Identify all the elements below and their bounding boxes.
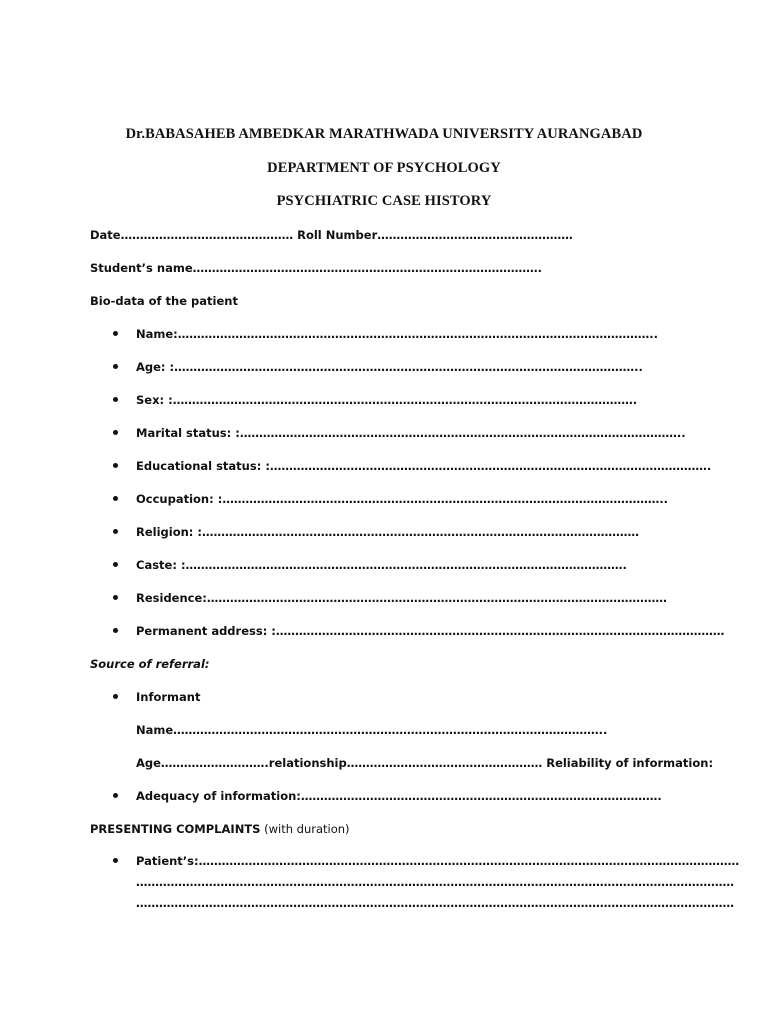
bullet-icon [113,793,118,798]
informant-age-relationship-field[interactable]: Age……………………….relationship…………………………………………… Reliability of information: [136,756,714,770]
complaints-heading-suffix: (with duration) [260,822,350,836]
complaints-heading-bold: PRESENTING COMPLAINTS [90,822,261,836]
informant-name-field[interactable]: Name………………………………………………………………………………………………….. [136,723,608,737]
bullet-icon [113,397,118,402]
educational-status-field[interactable]: Educational status: :……………………………………………………………………………………………………. [136,459,712,473]
name-field[interactable]: Name:…………………………………………………………………………………………………………….. [136,327,659,341]
bullet-icon [113,364,118,369]
university-heading: Dr.BABASAHEB AMBEDKAR MARATHWADA UNIVERSITY AURANGABAD [125,126,643,142]
date-roll-field[interactable]: Date……………………………………… Roll Number…………………………………………… [90,228,573,242]
form-title: PSYCHIATRIC CASE HISTORY [276,193,492,209]
age-field[interactable]: Age: :………………………………………………………………………………………………………….. [136,360,643,374]
sex-field[interactable]: Sex: :…………………………………………………………………………………………………………. [136,393,638,407]
student-name-field[interactable]: Student’s name………………………………………………………………………………. [90,261,542,275]
permanent-address-field[interactable]: Permanent address: :……………………………………………………………………………………………………… [136,624,725,638]
bullet-icon [113,496,118,501]
informant-label: Informant [136,690,201,704]
marital-status-field[interactable]: Marital status: :…………………………………………………………………………………………………….. [136,426,686,440]
bullet-icon [113,694,118,699]
bullet-icon [113,529,118,534]
residence-field[interactable]: Residence:………………………………………………………………………………………………………… [136,591,667,605]
department-heading: DEPARTMENT OF PSYCHOLOGY [267,160,501,176]
caste-field[interactable]: Caste: :……………………………………………………………………………………………………. [136,558,627,572]
bullet-icon [113,430,118,435]
complaints-heading [90,822,350,836]
bullet-icon [113,331,118,336]
complaints-line-3[interactable]: ………………………………………………………………………………………………………………………………………… [136,896,734,910]
complaints-line-2[interactable]: ………………………………………………………………………………………………………………………………………… [136,875,734,889]
adequacy-field[interactable]: Adequacy of information:…………………………………………………………………………………. [136,789,662,803]
bullet-icon [113,628,118,633]
bullet-icon [113,562,118,567]
referral-heading: Source of referral: [90,657,210,671]
bullet-icon [113,858,118,863]
religion-field[interactable]: Religion: :…………………………………………………………………………………………………… [136,525,640,539]
patients-complaints-field[interactable]: Patient’s:…………………………………………………………………………………………………………………………… [136,854,740,868]
occupation-field[interactable]: Occupation: :…………………………………………………………………………………………………….. [136,492,669,506]
bullet-icon [113,595,118,600]
biodata-heading: Bio-data of the patient [90,294,238,308]
bullet-icon [113,463,118,468]
